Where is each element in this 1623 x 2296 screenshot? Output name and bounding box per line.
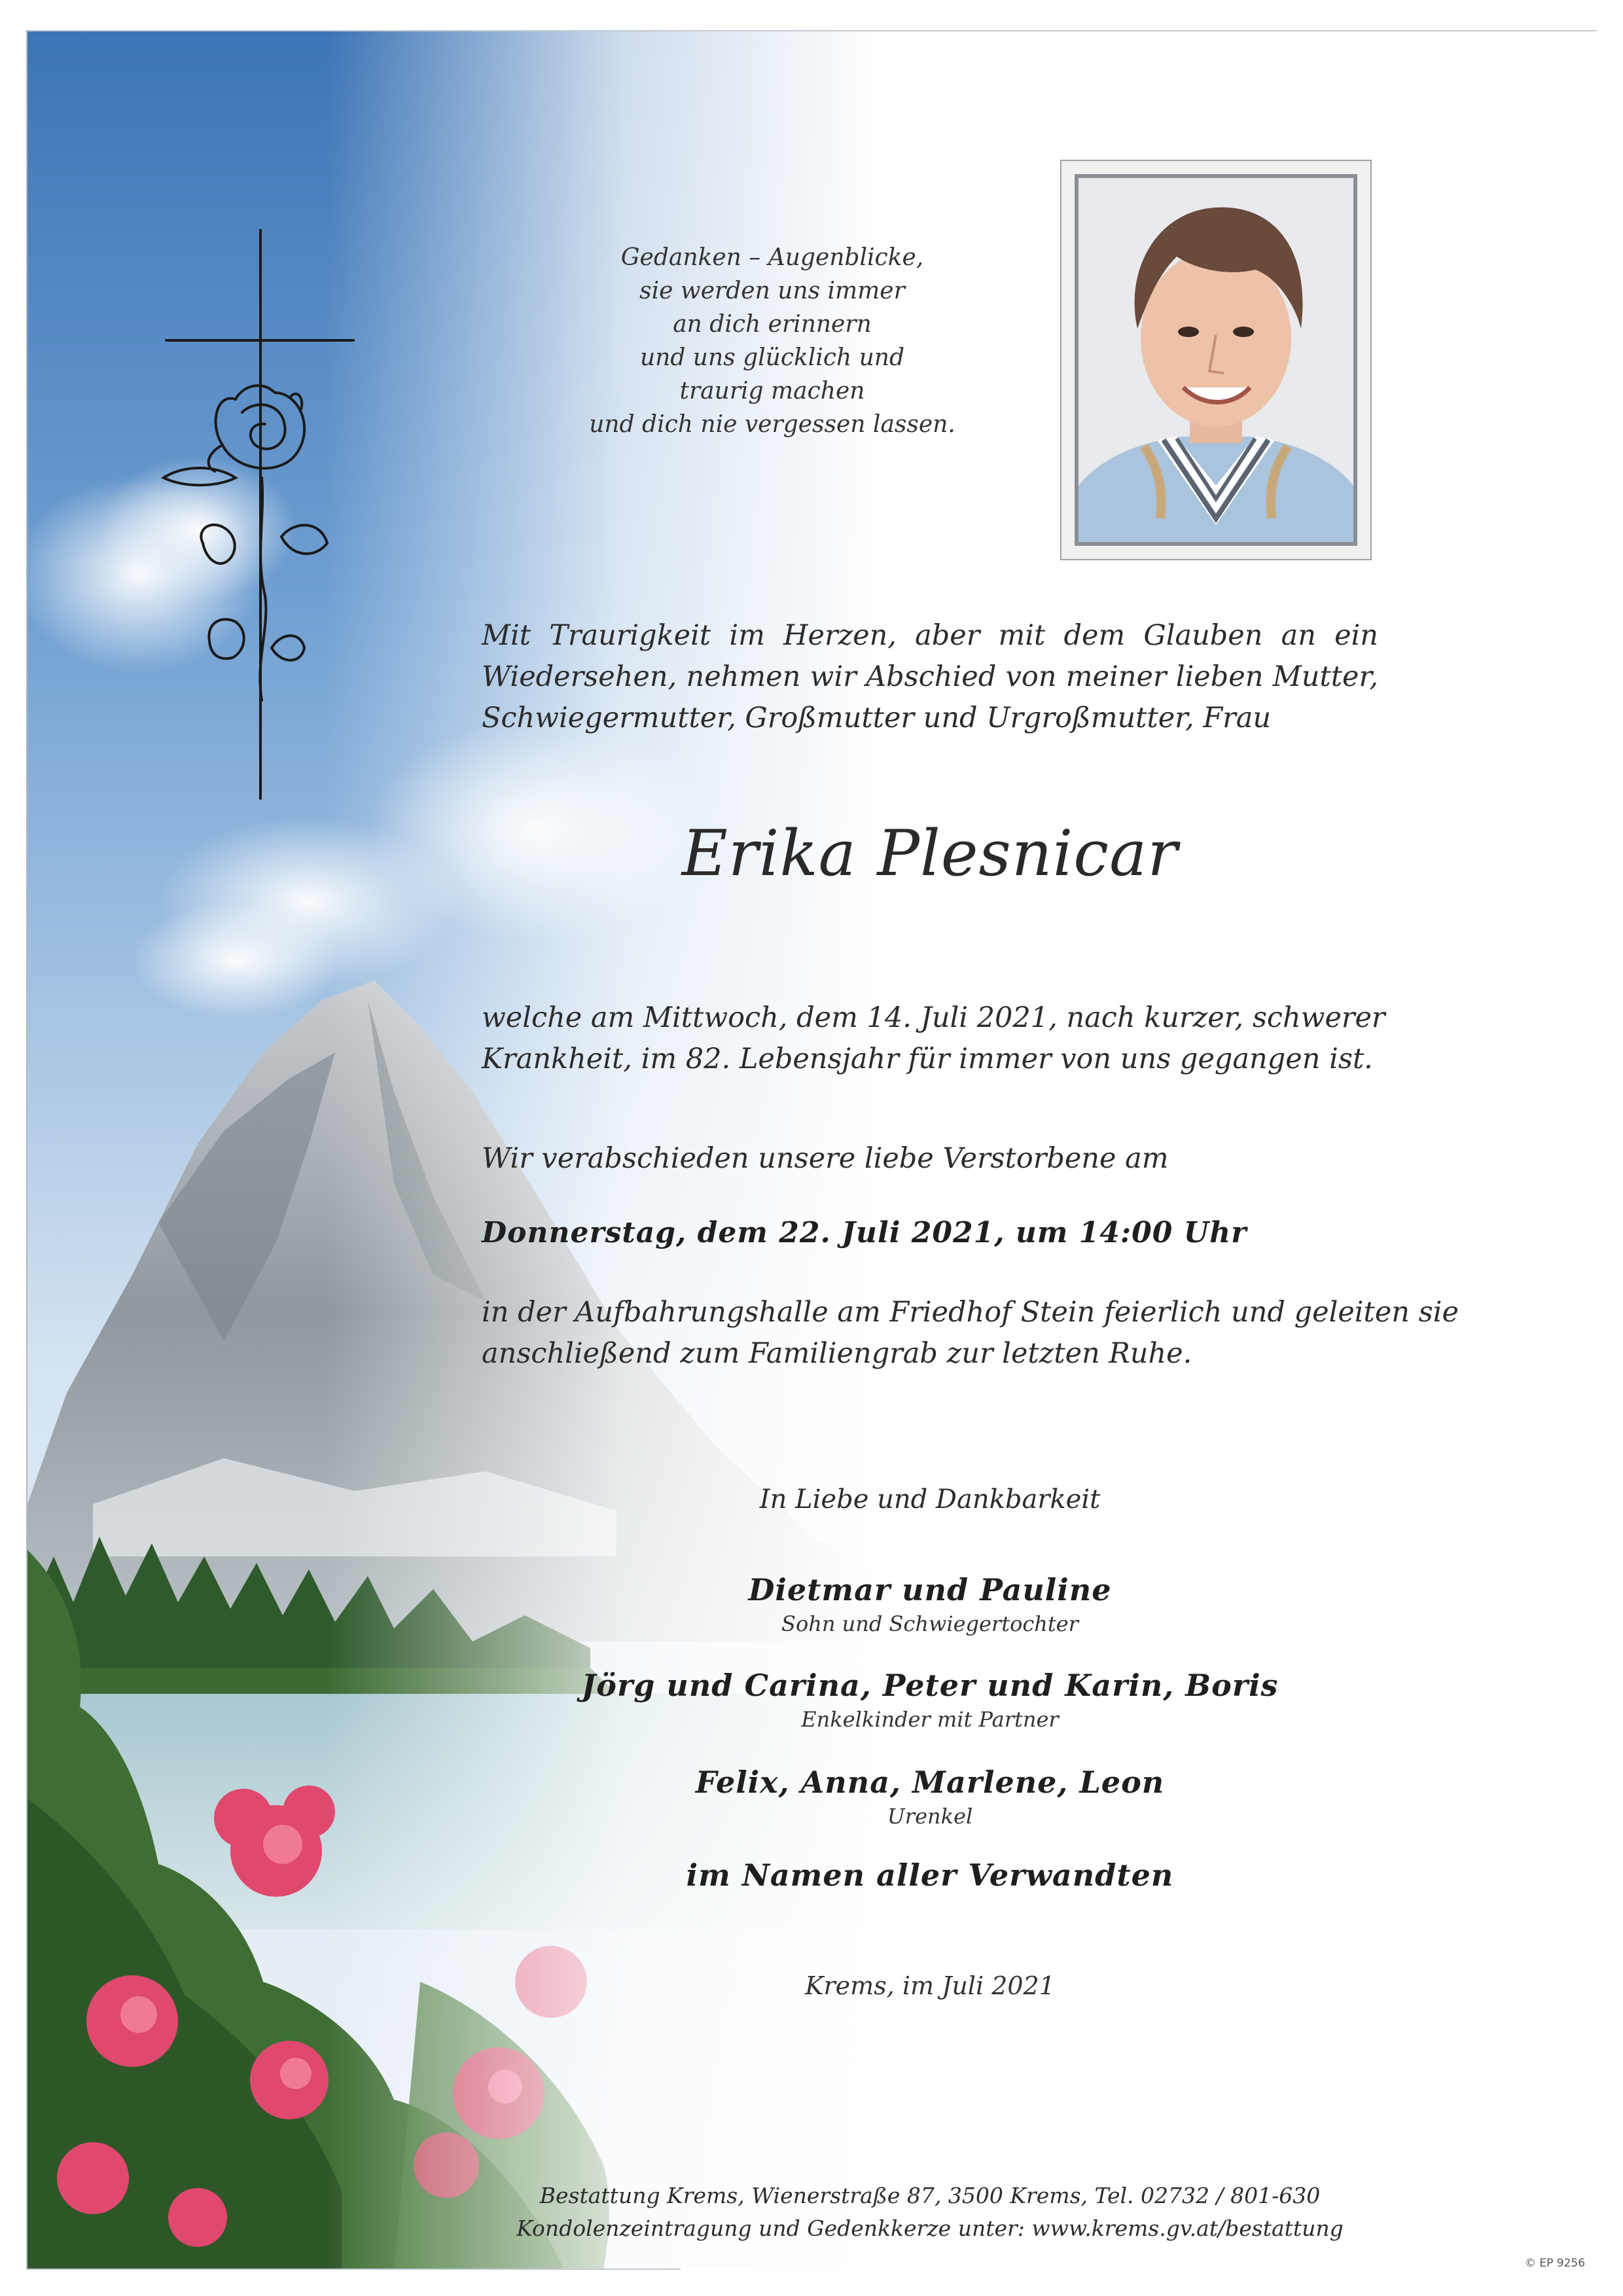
intro-line: Wiedersehen, nehmen wir Abschied von meiner lieben Mutter, (482, 660, 1378, 693)
intro-paragraph (482, 615, 1378, 739)
family-relation: Enkelkinder mit Partner (801, 1707, 1059, 1732)
ceremony-datetime: Donnerstag, dem 22. Juli 2021, um 14:00 Uhr (482, 1216, 1247, 1249)
quote-line: und uns glücklich und (639, 344, 905, 371)
family-relation: Sohn und Schwiegertochter (781, 1611, 1079, 1636)
condolence-link-text: Kondolenzeintragung und Gedenkkerze unter: www.krems.gv.at/bestattung (516, 2215, 1344, 2241)
family-names: Dietmar und Pauline (748, 1572, 1112, 1607)
ceremony-paragraph (482, 1292, 1459, 1374)
portrait-frame (1060, 160, 1372, 560)
family-group (482, 1668, 1378, 1732)
quote-line: Gedanken – Augenblicke, (620, 244, 924, 271)
footer (482, 2179, 1378, 2245)
passing-paragraph (482, 997, 1385, 1080)
quote-line: an dich erinnern (673, 311, 872, 338)
family-names: im Namen aller Verwandten (686, 1857, 1174, 1893)
deceased-name: Erika Plesnicar (681, 817, 1179, 890)
family-names: Felix, Anna, Marlene, Leon (695, 1765, 1165, 1800)
funeral-home-contact: Bestattung Krems, Wienerstraße 87, 3500 Krems, Tel. 02732 / 801-630 (539, 2183, 1321, 2208)
family-relation: Urenkel (887, 1804, 973, 1829)
place-date: Krems, im Juli 2021 (805, 1971, 1055, 2000)
farewell-intro: Wir verabschieden unsere liebe Verstorbene am (482, 1142, 1169, 1175)
intro-line: Schwiegermutter, Großmutter und Urgroßmutter, Frau (482, 702, 1272, 734)
quote-line: sie werden uns immer (639, 278, 905, 304)
portrait-image (1079, 178, 1353, 542)
portrait-photo (1075, 174, 1357, 546)
family-group (482, 1857, 1378, 1893)
signoff: In Liebe und Dankbarkeit (759, 1484, 1101, 1515)
passing-line: Krankheit, im 82. Lebensjahr für immer von uns gegangen ist. (482, 1043, 1373, 1075)
form-code: © EP 9256 (1525, 2257, 1586, 2270)
memorial-quote (497, 241, 1047, 441)
ceremony-line: anschließend zum Familiengrab zur letzten Ruhe. (482, 1337, 1192, 1370)
family-names: Jörg und Carina, Peter und Karin, Boris (581, 1668, 1279, 1703)
family-group (482, 1572, 1378, 1636)
quote-line: traurig machen (679, 378, 865, 404)
quote-line: und dich nie vergessen lassen. (589, 411, 955, 438)
ceremony-line: in der Aufbahrungshalle am Friedhof Stein feierlich und geleiten sie (482, 1296, 1459, 1329)
intro-line: Mit Traurigkeit im Herzen, aber mit dem Glauben an ein (482, 619, 1378, 652)
cross-with-rose-icon (157, 229, 366, 805)
family-group (482, 1765, 1378, 1829)
passing-line: welche am Mittwoch, dem 14. Juli 2021, nach kurzer, schwerer (482, 1001, 1385, 1034)
frame-border-bottom (26, 2269, 681, 2270)
